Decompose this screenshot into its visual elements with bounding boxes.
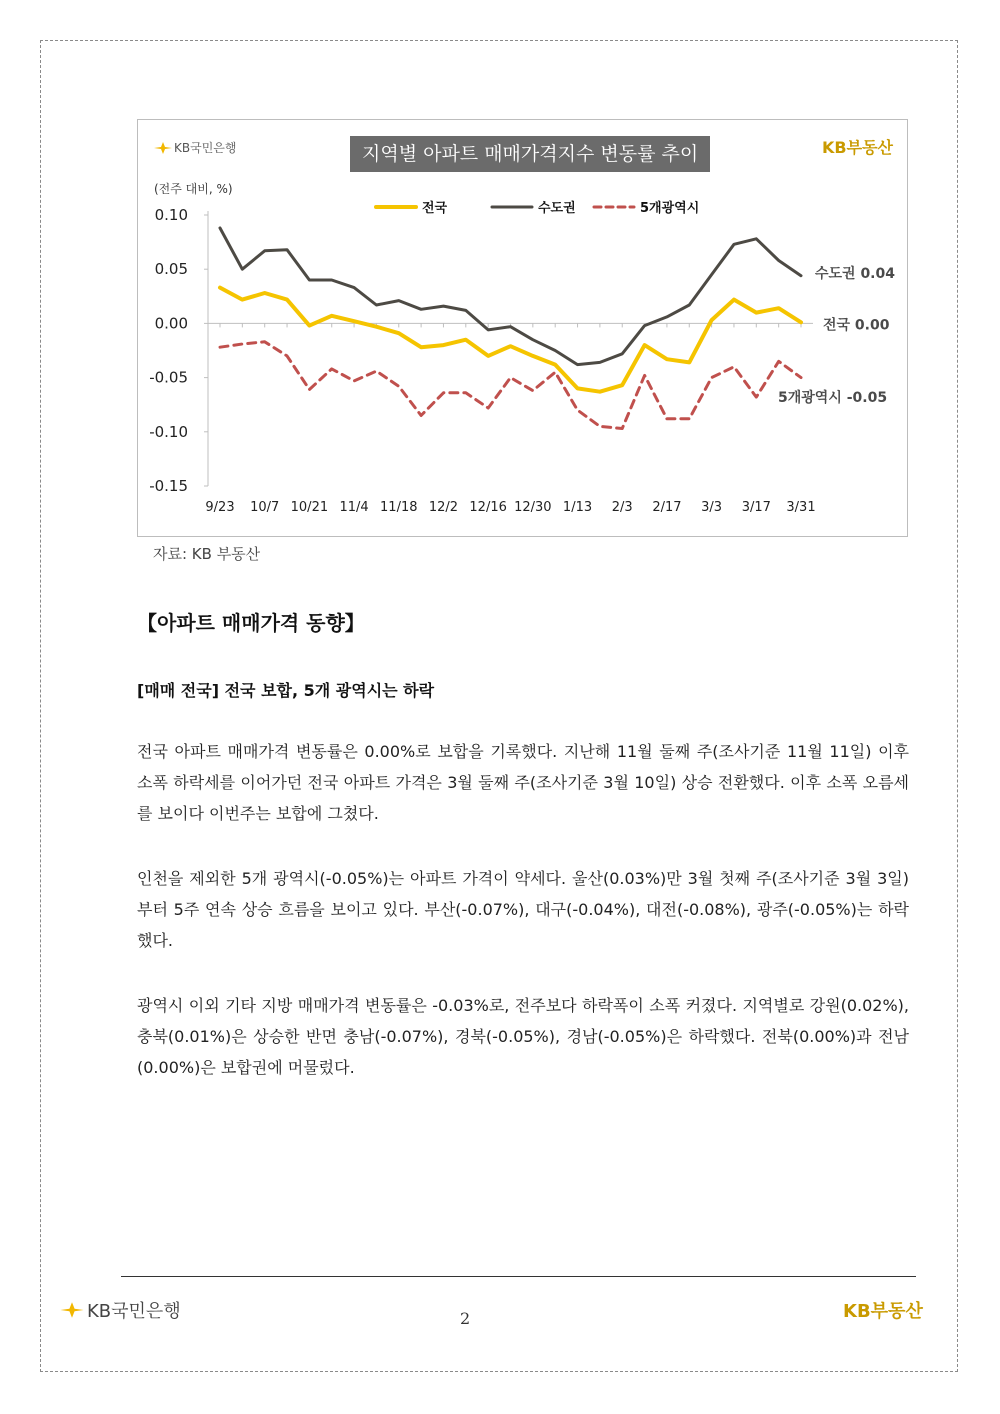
footer-divider [121,1276,916,1277]
y-tick-label: 0.10 [154,206,188,224]
series-end-label: 수도권 0.04 [815,266,895,282]
x-tick-label: 10/21 [290,500,329,515]
paragraph-3: 광역시 이외 기타 지방 매매가격 변동률은 -0.03%로, 전주보다 하락폭이 소폭 커졌다. 지역별로 강원(0.02%), 충북(0.01%)은 상승한 반면 충남(-0.07%), 경북(-0.05%), 경남(-0.05%)은 하락했다. 전북(0.00%)과 전남(0.00%)은 보합권에 머물렀다. [137,996,909,1077]
line-chart [138,120,907,536]
y-tick-label: -0.05 [149,368,188,387]
section-title: 【아파트 매매가격 동향】 [137,611,365,635]
series-line-capital-area [220,228,801,365]
kb-estate-logo [822,135,893,158]
x-tick-label: 2/3 [611,500,633,515]
legend-entry: 5개광역시 [640,201,700,216]
series-end-label: 5개광역시 -0.05 [778,390,888,406]
x-tick-label: 1/13 [562,500,593,515]
x-tick-label: 3/3 [701,500,723,515]
source-note: 자료: KB 부동산 [153,545,261,563]
footer-kb-bank-logo-text: KB국민은행 [87,1301,181,1322]
page-number: 2 [460,1309,471,1328]
y-tick-label: 0.05 [154,260,188,279]
footer-kb-star-icon [57,1301,87,1319]
x-tick-label: 9/23 [205,500,235,515]
x-tick-label: 11/4 [339,500,369,515]
x-tick-label: 12/16 [469,500,507,515]
x-tick-label: 3/31 [786,500,816,515]
x-tick-label: 12/30 [514,500,552,515]
series-end-label: 전국 0.00 [823,317,890,334]
chart-panel [137,119,908,537]
legend-entry: 전국 [422,201,448,216]
y-tick-label: -0.15 [149,477,188,495]
footer-kb-estate-logo [843,1297,923,1323]
paragraph-1: 전국 아파트 매매가격 변동률은 0.00%로 보합을 기록했다. 지난해 11월 둘째 주(조사기준 11월 11일) 이후 소폭 하락세를 이어가던 전국 아파트 가격은 3월 둘째 주(조사기준 3월 10일) 상승 전환했다. 이후 소폭 오름세를 보이다 이번주는 보합에 그쳤다. [137,742,909,823]
y-tick-label: -0.10 [149,422,188,441]
chart-title: 지역별 아파트 매매가격지수 변동률 추이 [350,136,710,172]
footer-kb-bank-logo [57,1297,181,1323]
x-tick-label: 2/17 [652,500,682,515]
series-line-five-metro [220,342,801,429]
y-axis-unit-label: (전주 대비, %) [154,182,233,196]
paragraph-2: 인천을 제외한 5개 광역시(-0.05%)는 아파트 가격이 약세다. 울산(0.03%)만 3월 첫째 주(조사기준 3월 3일)부터 5주 연속 상승 흐름을 보이고 있다. 부산(-0.07%), 대구(-0.04%), 대전(-0.08%), 광주(-0.05%)는 하락했다. [137,869,909,950]
y-tick-label: 0.00 [154,314,188,333]
sub-title: [매매 전국] 전국 보합, 5개 광역시는 하락 [137,681,435,700]
x-tick-label: 10/7 [250,500,280,515]
legend-entry: 수도권 [538,201,576,216]
x-tick-label: 3/17 [741,500,771,515]
footer-kb-estate-logo-text: KB부동산 [843,1301,923,1322]
x-tick-label: 12/2 [428,500,459,515]
kb-bank-logo-text: KB국민은행 [174,141,237,155]
x-tick-label: 11/18 [380,500,418,515]
kb-bank-logo [152,139,236,156]
kb-estate-logo-text: KB부동산 [822,138,893,157]
kb-star-icon [152,141,174,155]
